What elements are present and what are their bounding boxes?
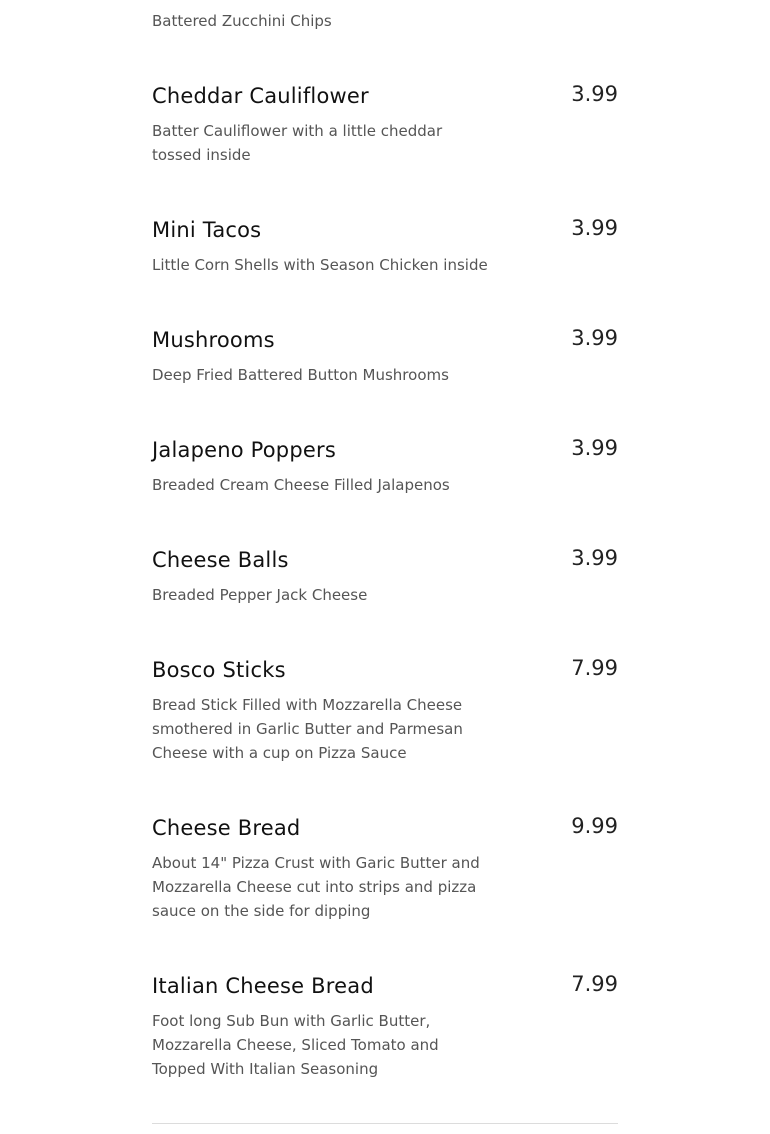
menu-item-name: Cheddar Cauliflower xyxy=(152,84,369,108)
menu-item-name xyxy=(152,0,618,1)
menu-item-price: 3.99 xyxy=(571,326,618,350)
menu-item-price: 9.99 xyxy=(571,814,618,838)
menu-item-name: Cheese Bread xyxy=(152,816,301,840)
menu-item-price: 7.99 xyxy=(571,972,618,996)
menu-item xyxy=(152,813,618,923)
menu-item-description: About 14" Pizza Crust with Garic Butter and Mozzarella Cheese cut into strips and pizza sauce on the side for dipping xyxy=(152,854,480,920)
menu-item-description: Breaded Pepper Jack Cheese xyxy=(152,586,368,604)
menu-item-name: Mushrooms xyxy=(152,328,275,352)
menu-item-name: Jalapeno Poppers xyxy=(152,438,336,462)
menu-item-price: 7.99 xyxy=(571,656,618,680)
menu-item xyxy=(152,435,618,497)
menu-item-description: Deep Fried Battered Button Mushrooms xyxy=(152,366,449,384)
menu-item-description: Battered Zucchini Chips xyxy=(152,12,332,30)
menu-item xyxy=(152,215,618,277)
menu-item-price: 3.99 xyxy=(571,436,618,460)
menu-item-description: Breaded Cream Cheese Filled Jalapenos xyxy=(152,476,450,494)
menu-item-name: Bosco Sticks xyxy=(152,658,286,682)
menu-item-name: Mini Tacos xyxy=(152,218,262,242)
menu-item-description: Little Corn Shells with Season Chicken inside xyxy=(152,256,488,274)
menu-item-price: 3.99 xyxy=(571,216,618,240)
menu-item xyxy=(152,325,618,387)
menu-item xyxy=(152,0,618,33)
section-divider xyxy=(152,1123,618,1124)
menu-item xyxy=(152,545,618,607)
menu-item-price: 3.99 xyxy=(571,546,618,570)
menu-item xyxy=(152,81,618,167)
menu-item-price: 3.99 xyxy=(571,82,618,106)
menu-item-name: Italian Cheese Bread xyxy=(152,974,374,998)
menu-item-description: Bread Stick Filled with Mozzarella Cheese smothered in Garlic Butter and Parmesan Cheese with a cup on Pizza Sauce xyxy=(152,696,463,762)
menu-item-name: Cheese Balls xyxy=(152,548,289,572)
menu-list xyxy=(152,0,618,1129)
menu-item xyxy=(152,971,618,1081)
menu-item xyxy=(152,655,618,765)
menu-item-description: Foot long Sub Bun with Garlic Butter, Mozzarella Cheese, Sliced Tomato and Topped With Italian Seasoning xyxy=(152,1012,439,1078)
menu-item-description: Batter Cauliflower with a little cheddar tossed inside xyxy=(152,122,443,164)
